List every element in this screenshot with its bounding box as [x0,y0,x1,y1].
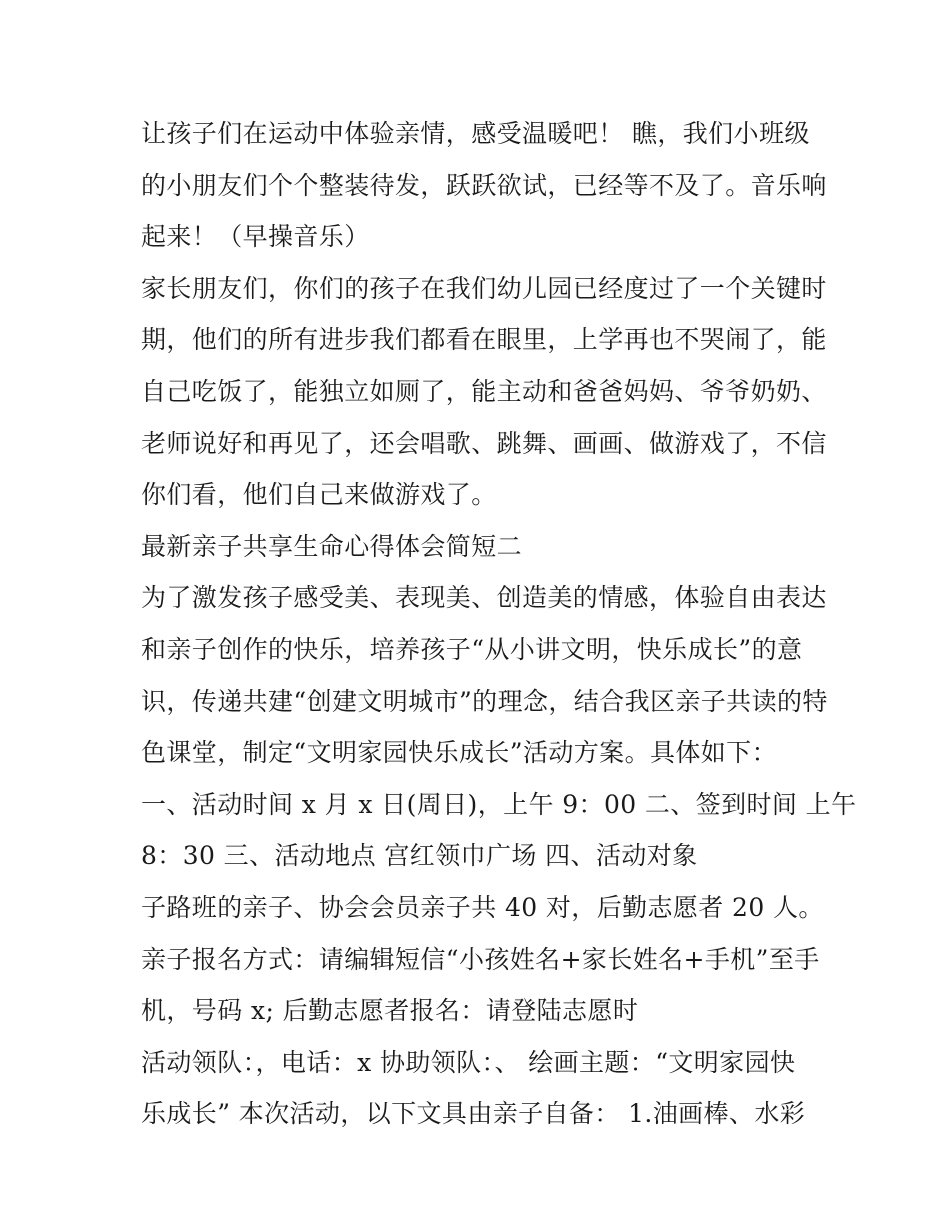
text-line: 的小朋友们个个整装待发，跃跃欲试，已经等不及了。音乐响 [141,170,827,200]
text-line: 老师说好和再见了，还会唱歌、跳舞、画画、做游戏了，不信 [141,428,827,458]
text-line: 活动领队：，电话：x 协助领队：、 绘画主题：“文明家园快 [141,1047,796,1077]
text-line: 8：30 三、活动地点 宫红领巾广场 四、活动对象 [141,841,698,871]
document-body [141,108,857,1140]
text-line: 一、活动时间 x 月 x 日(周日)，上午 9：00 二、签到时间 上午 [141,789,857,819]
text-line: 亲子报名方式：请编辑短信“小孩姓名+家长姓名+手机”至手 [141,944,820,974]
section-heading: 最新亲子共享生命心得体会简短二 [141,531,523,561]
text-line: 识，传递共建“创建文明城市”的理念，结合我区亲子共读的特 [141,686,828,716]
text-line: 和亲子创作的快乐，培养孩子“从小讲文明，快乐成长”的意 [141,634,803,664]
text-line: 期，他们的所有进步我们都看在眼里，上学再也不哭闹了，能 [141,325,827,355]
text-line: 子路班的亲子、协会会员亲子共 40 对，后勤志愿者 20 人。 [141,892,824,922]
text-line: 为了激发孩子感受美、表现美、创造美的情感，体验自由表达 [141,583,827,613]
text-line: 机，号码 x; 后勤志愿者报名：请登陆志愿时 [141,996,639,1026]
text-line: 家长朋友们，你们的孩子在我们幼儿园已经度过了一个关键时 [141,273,827,303]
text-line: 起来！（早操音乐） [141,222,370,252]
text-line: 自己吃饭了，能独立如厕了，能主动和爸爸妈妈、爷爷奶奶、 [141,376,827,406]
text-line: 你们看，他们自己来做游戏了。 [141,480,497,510]
text-line: 让孩子们在运动中体验亲情，感受温暖吧！ 瞧，我们小班级 [141,119,810,148]
text-line: 乐成长” 本次活动，以下文具由亲子自备： 1.油画棒、水彩 [141,1099,806,1129]
text-line: 色课堂，制定“文明家园快乐成长”活动方案。具体如下： [141,738,777,768]
